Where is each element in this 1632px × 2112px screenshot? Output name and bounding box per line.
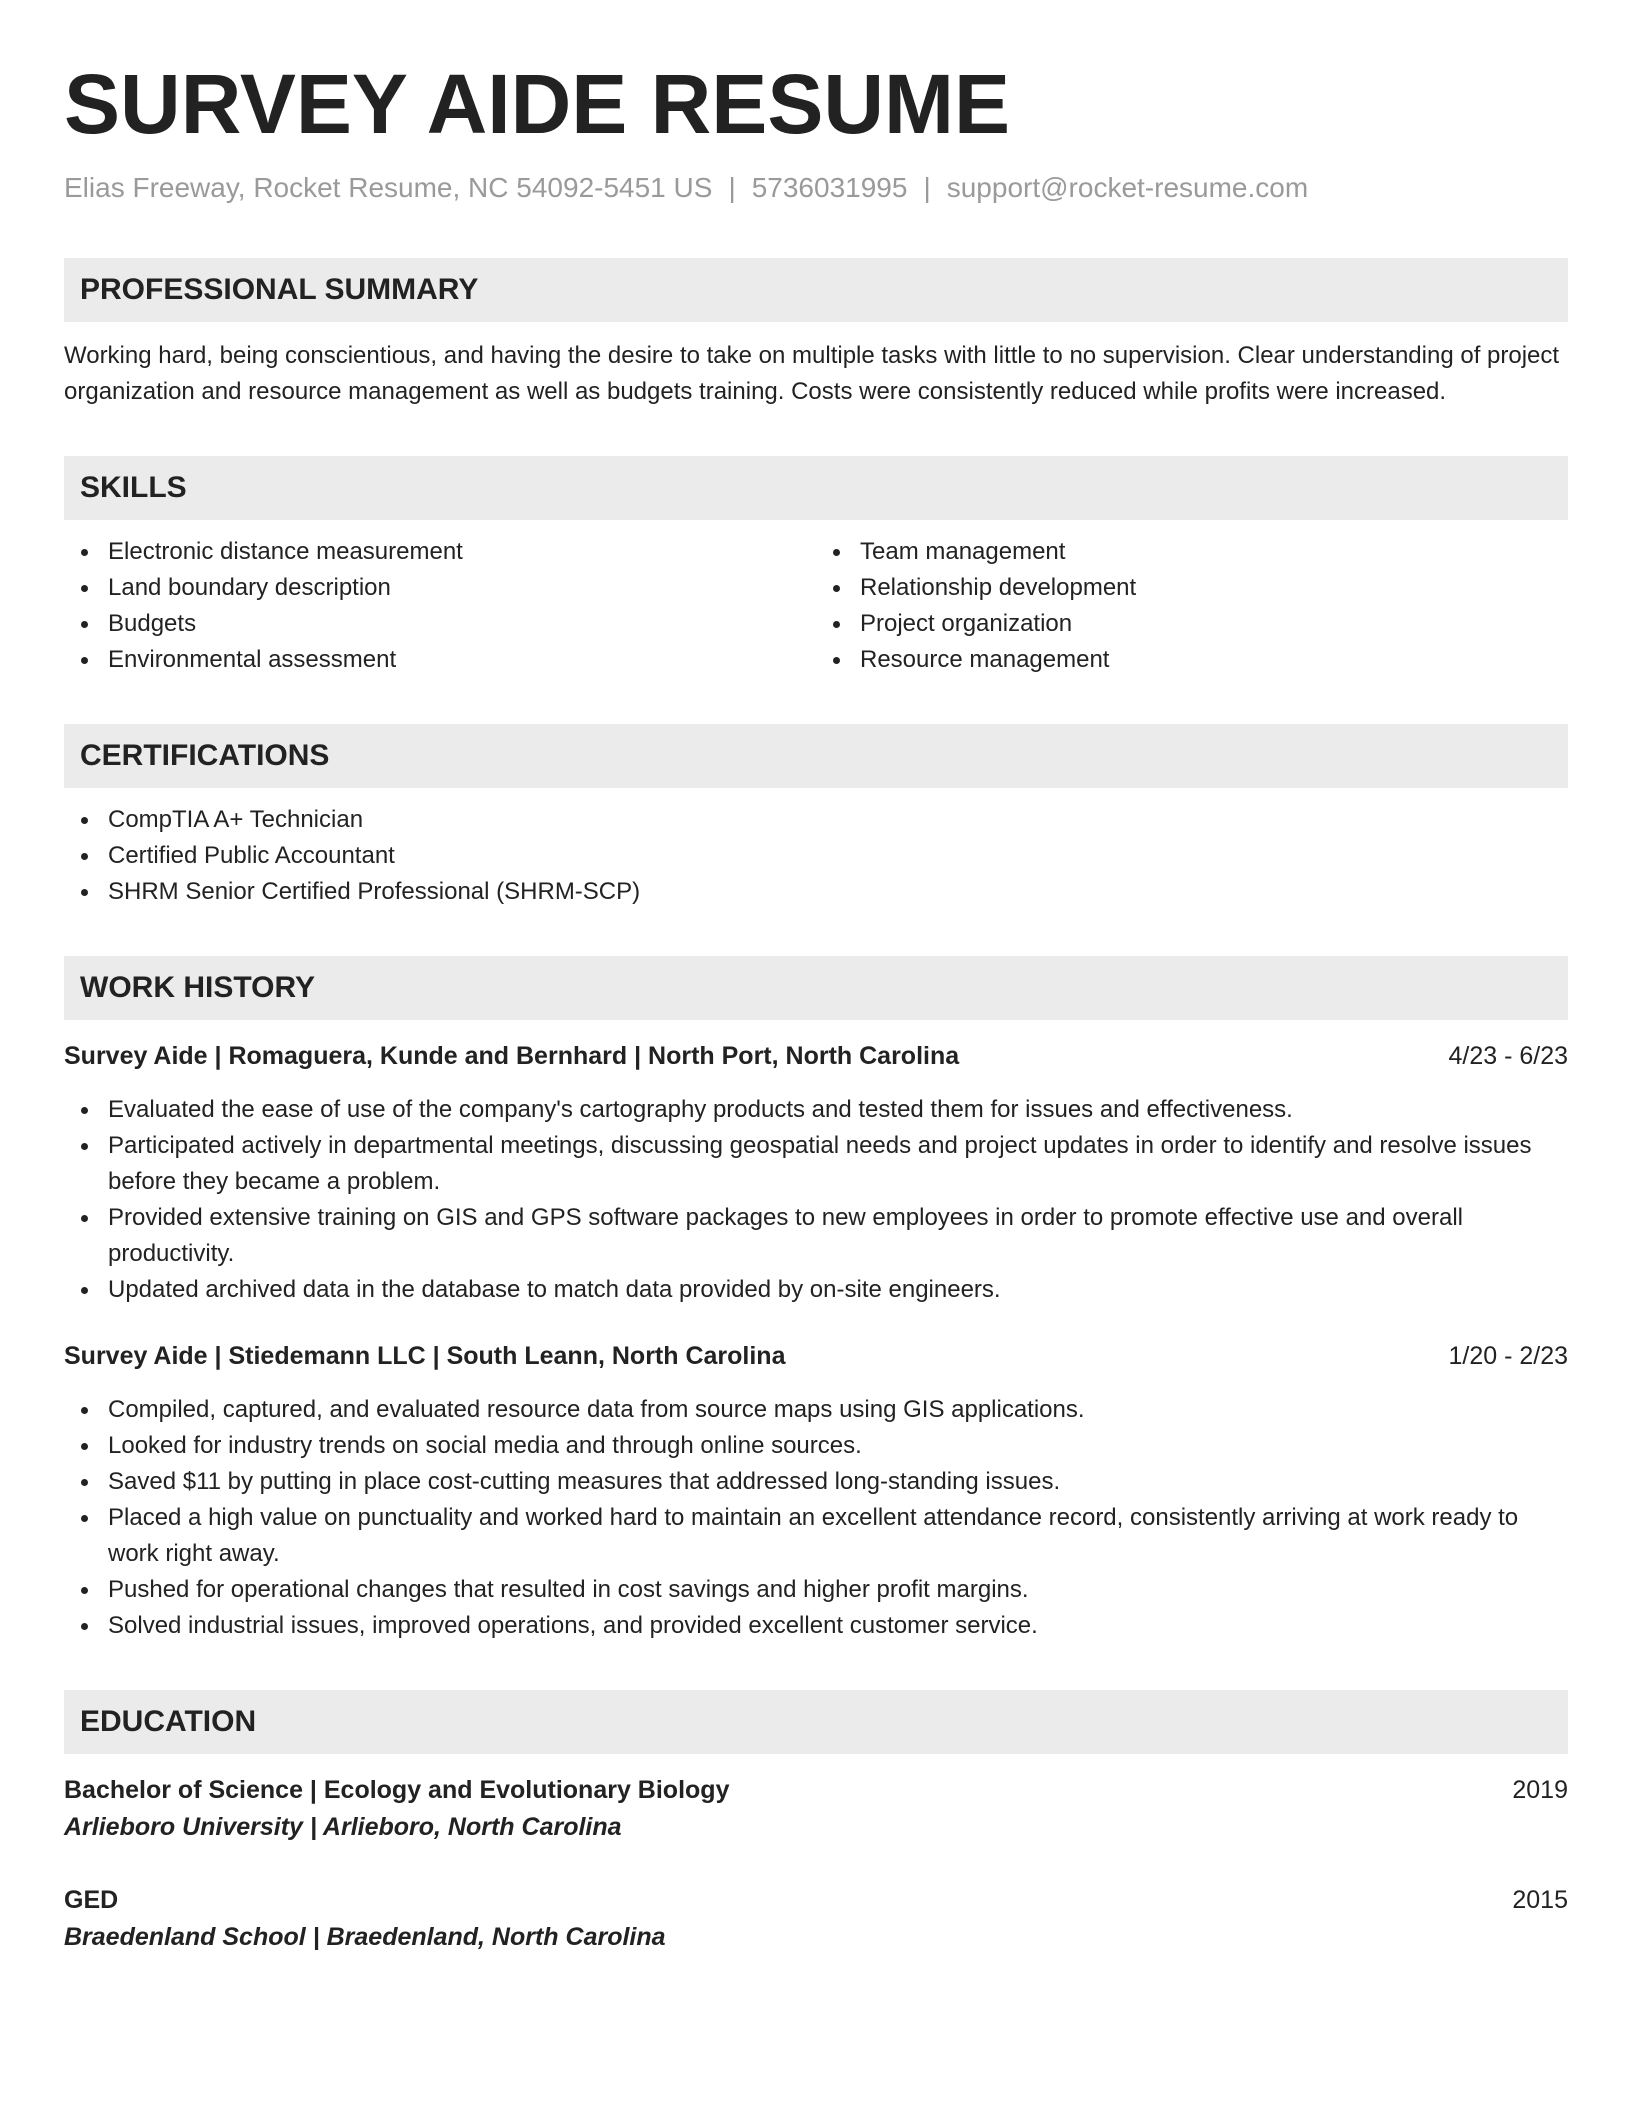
- skill-item: Project organization: [816, 606, 1568, 642]
- job-dates: 4/23 - 6/23: [1448, 1042, 1568, 1070]
- job-dates: 1/20 - 2/23: [1448, 1342, 1568, 1370]
- job-duty: Looked for industry trends on social media and through online sources.: [64, 1428, 1568, 1464]
- skills-column-right: [816, 534, 1568, 678]
- job-header: [64, 1038, 1568, 1074]
- job-duty: Participated actively in departmental meetings, discussing geospatial needs and project updates in order to identify and resolve issues before they became a problem.: [64, 1128, 1568, 1200]
- contact-separator: |: [923, 172, 931, 203]
- certifications-list: [64, 802, 1568, 910]
- section-heading-certifications: CERTIFICATIONS: [64, 724, 1568, 788]
- education-entry: [64, 1772, 1568, 1846]
- job-duty: Evaluated the ease of use of the company's cartography products and tested them for issues and effectiveness.: [64, 1092, 1568, 1128]
- job-duty: Solved industrial issues, improved operations, and provided excellent customer service.: [64, 1608, 1568, 1644]
- contact-line: [64, 170, 1568, 206]
- certification-item: Certified Public Accountant: [64, 838, 1568, 874]
- education-year: 2015: [1512, 1886, 1568, 1914]
- education-entry: [64, 1882, 1568, 1956]
- job-duty: Pushed for operational changes that resulted in cost savings and higher profit margins.: [64, 1572, 1568, 1608]
- contact-separator: |: [728, 172, 736, 203]
- skill-item: Electronic distance measurement: [64, 534, 816, 570]
- education-degree: GED: [64, 1886, 119, 1914]
- education-year: 2019: [1512, 1776, 1568, 1804]
- skill-item: Resource management: [816, 642, 1568, 678]
- job-entry: [64, 1338, 1568, 1644]
- education-school: Braedenland School | Braedenland, North Carolina: [64, 1923, 666, 1951]
- education-degree: Bachelor of Science | Ecology and Evolutionary Biology: [64, 1776, 730, 1804]
- contact-email: support@rocket-resume.com: [946, 172, 1309, 203]
- education-header: [64, 1882, 1568, 1918]
- skill-item: Land boundary description: [64, 570, 816, 606]
- job-duty: Provided extensive training on GIS and GPS software packages to new employees in order to promote effective use and overall productivity.: [64, 1200, 1568, 1272]
- job-entry: [64, 1038, 1568, 1308]
- job-header: [64, 1338, 1568, 1374]
- job-title: Survey Aide | Stiedemann LLC | South Leann, North Carolina: [64, 1342, 786, 1370]
- skills-column-left: [64, 534, 816, 678]
- section-heading-summary: PROFESSIONAL SUMMARY: [64, 258, 1568, 322]
- job-title: Survey Aide | Romaguera, Kunde and Bernhard | North Port, North Carolina: [64, 1042, 960, 1070]
- summary-text: Working hard, being conscientious, and having the desire to take on multiple tasks with little to no supervision. Clear understanding of project organization and resource management as well as budgets training. Costs were consistently reduced while profits were increased.: [64, 342, 1560, 405]
- contact-phone: 5736031995: [751, 172, 908, 203]
- section-heading-education: EDUCATION: [64, 1690, 1568, 1754]
- job-duty: Saved $11 by putting in place cost-cutting measures that addressed long-standing issues.: [64, 1464, 1568, 1500]
- education-header: [64, 1772, 1568, 1808]
- skill-item: Budgets: [64, 606, 816, 642]
- contact-address: Elias Freeway, Rocket Resume, NC 54092-5451 US: [64, 172, 713, 203]
- certification-item: CompTIA A+ Technician: [64, 802, 1568, 838]
- job-duty: Placed a high value on punctuality and worked hard to maintain an excellent attendance record, consistently arriving at work ready to work right away.: [64, 1500, 1568, 1572]
- education-school: Arlieboro University | Arlieboro, North Carolina: [64, 1813, 622, 1841]
- section-heading-skills: SKILLS: [64, 456, 1568, 520]
- section-heading-work-history: WORK HISTORY: [64, 956, 1568, 1020]
- skill-item: Team management: [816, 534, 1568, 570]
- job-duties-list: [64, 1392, 1568, 1644]
- job-duties-list: [64, 1092, 1568, 1308]
- skills-list: [64, 534, 1568, 678]
- job-duty: Updated archived data in the database to match data provided by on-site engineers.: [64, 1272, 1568, 1308]
- resume-title: SURVEY AIDE RESUME: [64, 57, 1011, 151]
- skill-item: Relationship development: [816, 570, 1568, 606]
- skill-item: Environmental assessment: [64, 642, 816, 678]
- certification-item: SHRM Senior Certified Professional (SHRM-SCP): [64, 874, 1568, 910]
- job-duty: Compiled, captured, and evaluated resource data from source maps using GIS applications.: [64, 1392, 1568, 1428]
